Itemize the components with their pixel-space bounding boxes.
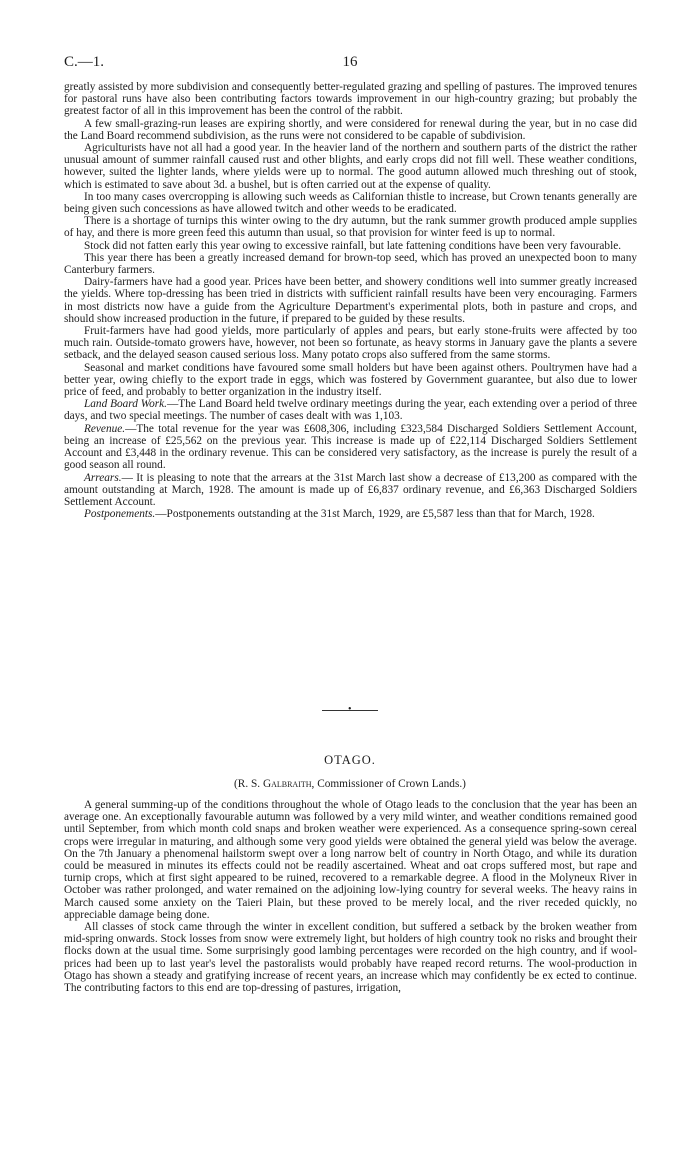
otago-section	[64, 799, 637, 994]
postponements-text: —Postponements outstanding at the 31st March, 1929, are £5,587 less than that for March, 1928.	[155, 508, 595, 521]
postponements-heading: Postponements.	[84, 508, 156, 521]
paragraph-overcropping: In too many cases overcropping is allowing such weeds as Californian thistle to increase, but Crown tenants generally are being given such concessions as have allowed twitch and other weeds to be eradicated.	[64, 190, 637, 216]
revenue-text: —The total revenue for the year was £608,306, including £323,584 Discharged Soldiers Settlement Account, being an increase of £25,562 on the previous year. This increase is made up of £22,114 Discharged Soldiers Settlement Account and £3,448 in the ordinary revenue. This can be considered very satisfactory, as the increase is purely the result of a good season all round.	[64, 422, 637, 472]
page-number: 16	[342, 54, 358, 70]
paragraph-fruit: Fruit-farmers have had good yields, more particularly of apples and pears, but early stone-fruits were affected by too much rain. Outside-tomato growers have, however, not been so fortunate, as heavy storms in January gave the plants a severe setback, and the delayed season caused serious loss. Many potato crops also suffered from the same storms.	[64, 325, 637, 362]
paragraph-revenue	[64, 423, 637, 472]
paragraph-postponements	[64, 508, 637, 520]
paragraph-stock: Stock did not fatten early this year owing to excessive rainfall, but late fattening conditions have been very favourable.	[84, 239, 622, 252]
paragraph-otago-stock: All classes of stock came through the winter in excellent condition, but suffered a setback by the broken weather from mid-spring onwards. Stock losses from snow were extremely light, but holders of high country took no risks and brought their flocks down at the usual time. Some surprisingly good lambing percentages were recorded on the high country, and if wool-prices had been up to last year's level the pastoralists would probably have reaped record returns. The wool-production in Otago has shown a steady and gratifying increase of recent years, an increase which may confidently be ex ected to continue. The contributing factors to this end are top-dressing of pastures, irrigation,	[64, 921, 637, 995]
section-title-otago: OTAGO.	[324, 753, 376, 767]
land-board-heading: Land Board Work.	[84, 398, 167, 411]
paragraph-dairy: Dairy-farmers have had a good year. Prices have been better, and showery conditions well into summer greatly increased the yields. Where top-dressing has been tried in districts with sufficient rainfall results have been very encouraging. Farmers in most districts now have a guide from the Agriculture Department's experimental plots, both in pasture and crops, and should show increased production in the future, if prepared to be guided by these results.	[64, 276, 637, 325]
paragraph-grazing-runs: A few small-grazing-run leases are expiring shortly, and were considered for renewal during the year, but in no case did the Land Board recommend subdivision, as the runs were not considered to be capable of subdivision.	[64, 117, 637, 142]
canterbury-section	[64, 81, 637, 520]
paragraph-turnips: There is a shortage of turnips this winter owing to the dry autumn, but the rank summer growth produced ample supplies of hay, and there is more green feed this autumn than usual, so that provision for winter feed is up to normal.	[64, 215, 637, 240]
document-reference: C.—1.	[64, 54, 105, 70]
paragraph-continued: greatly assisted by more subdivision and consequently better-regulated grazing and spelling of pastures. The improved tenures for pastoral runs have also been contributing factors towards improvement in our high-country grazing; but probably the greatest factor of all in this improvement has been the control of the rabbit.	[64, 81, 637, 118]
revenue-heading: Revenue.	[84, 422, 126, 435]
divider-dot: •	[348, 704, 352, 715]
paragraph-land-board	[64, 398, 637, 422]
arrears-text: — It is pleasing to note that the arrears at the 31st March last show a decrease of £13,200 as compared with the amount outstanding at March, 1928. The amount is made up of £6,837 ordinary revenue, and £6,363 Discharged Soldiers Settlement Account.	[64, 471, 637, 508]
paragraph-arrears	[64, 472, 637, 509]
land-board-text: —The Land Board held twelve ordinary meetings during the year, each extending over a period of three days, and two special meetings. The number of cases dealt with was 1,103.	[64, 398, 637, 423]
paragraph-agriculturists: Agriculturists have not all had a good year. In the heavier land of the northern and southern parts of the district the rather unusual amount of summer rainfall caused rust and other blights, and early crops did not fill well. These weather conditions, however, suited the lighter lands, where yields were up to normal. The good autumn allowed much threshing out of stook, which is estimated to save about 3d. a bushel, but is often carried out at the expense of quality.	[64, 142, 637, 191]
paragraph-brown-top: This year there has been a greatly increased demand for brown-top seed, which has proved an unexpected boon to many Canterbury farmers.	[64, 251, 637, 277]
arrears-heading: Arrears.	[84, 471, 122, 484]
paragraph-otago-summary: A general summing-up of the conditions throughout the whole of Otago leads to the conclusion that the year has been an average one. An exceptionally favourable autumn was followed by a very mild winter, and weather conditions remained good until September, from which month cold snaps and broken weather were experienced. As a consequence spring-sown cereal crops were irregular in maturing, and although some very good yields were obtained the general yield was below the average. On the 7th January a phenomenal hailstorm swept over a long narrow belt of country in North Otago, and while its duration could be measured in minutes its effects could not be readily ascertained. Wheat and oat crops suffered most, but rape and turnip crops, which at first sight appeared to be ruined, recovered to a remarkable degree. A flood in the Molyneux River in October was rather prolonged, and water remained on the adjoining low-lying country for several weeks. The heavy rains in March caused some anxiety on the Taieri Plain, but these proved to be merely local, and the river receded quickly, no appreciable damage being done.	[64, 799, 637, 921]
commissioner-name: Galbraith	[262, 778, 312, 790]
paragraph-poultry: Seasonal and market conditions have favoured some small holders but have been against others. Poultrymen have had a better year, owing chiefly to the export trade in eggs, which was fostered by Government guarantee, but also due to lower price of feed, and probably to better organization in the industry itself.	[64, 361, 637, 399]
byline-rest: , Commissioner of Crown Lands.)	[311, 778, 466, 790]
page-header	[64, 54, 636, 74]
byline-open: (R. S.	[234, 778, 263, 790]
commissioner-byline	[0, 778, 700, 790]
